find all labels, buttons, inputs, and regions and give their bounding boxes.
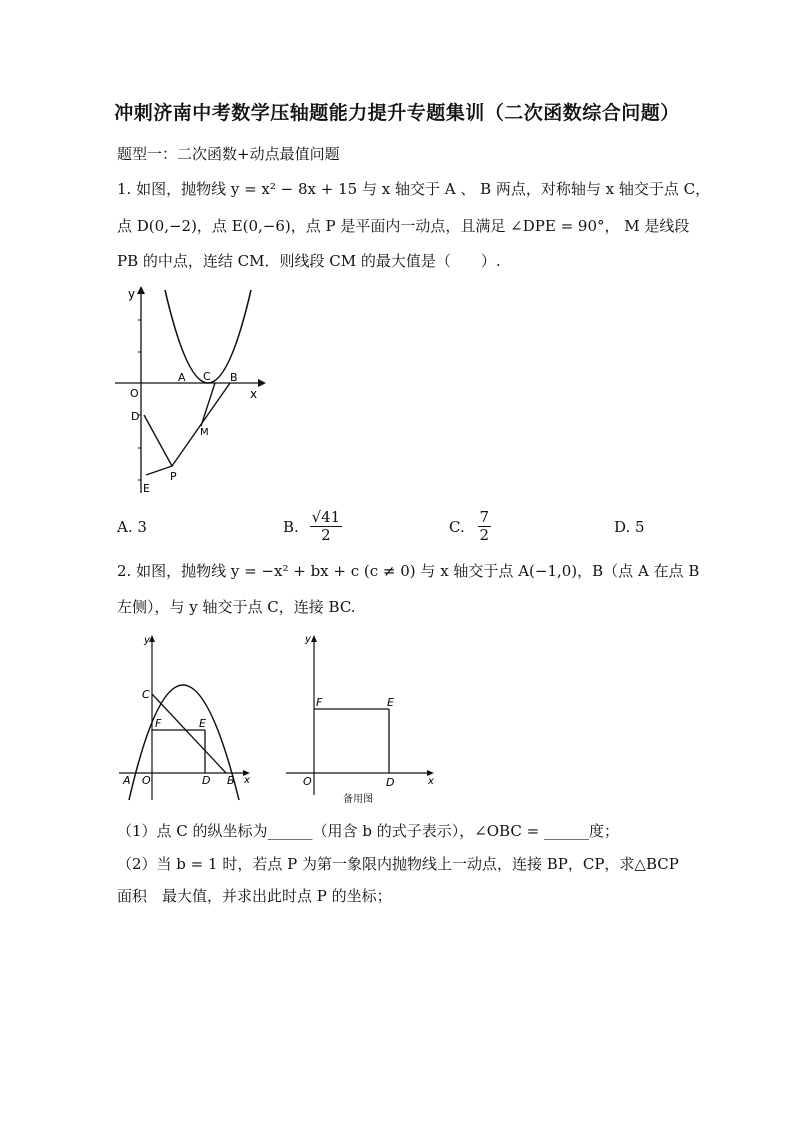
q1-segment-CM xyxy=(201,383,215,426)
q1-label-O: O xyxy=(130,387,139,400)
q2-label-C: C xyxy=(142,688,150,701)
q1-option-b-prefix: B. xyxy=(283,517,299,536)
q2-figure-main xyxy=(115,630,255,802)
q1-option-b-denominator: 2 xyxy=(321,526,331,545)
q1-option-b-fraction xyxy=(310,509,343,545)
page-title: 冲刺济南中考数学压轴题能力提升专题集训（二次函数综合问题） xyxy=(114,102,680,124)
q2b-label-D: D xyxy=(386,776,395,789)
q2b-label-y: y xyxy=(305,634,311,645)
q2b-label-O: O xyxy=(303,775,312,788)
q2-text-line2: 左侧），与 y 轴交于点 C，连接 BC. xyxy=(117,598,356,616)
q1-label-P: P xyxy=(170,470,177,483)
q2b-label-F: F xyxy=(316,696,323,709)
q2-label-D: D xyxy=(202,774,211,787)
q2-figure-backup xyxy=(283,630,443,810)
q2-line-BC xyxy=(152,694,226,773)
q1-option-b xyxy=(283,509,342,545)
q1-text-line2: 点 D(0,−2)，点 E(0,−6)，点 P 是平面内一动点，且满足 ∠DPE = 90°， M 是线段 xyxy=(117,217,690,235)
q1-option-d: D. 5 xyxy=(614,518,645,536)
q1-label-x: x xyxy=(250,387,258,401)
q2-label-y: y xyxy=(144,635,150,646)
q1-label-D: D xyxy=(131,410,140,423)
q1-label-M: M xyxy=(200,427,209,438)
q2-sub2-line2: 面积 最大值，并求出此时点 P 的坐标； xyxy=(117,887,392,905)
q1-option-b-numerator: √41 xyxy=(311,508,341,526)
q2-label-O: O xyxy=(142,774,151,787)
q1-option-c-fraction xyxy=(478,509,492,545)
q1-option-c-prefix: C. xyxy=(449,517,465,536)
q1-label-y: y xyxy=(128,287,136,301)
q1-option-c-numerator: 7 xyxy=(479,508,490,526)
q2b-label-E: E xyxy=(387,696,394,709)
q1-option-a: A. 3 xyxy=(117,518,147,536)
q2-label-x: x xyxy=(244,775,250,786)
q2b-label-x: x xyxy=(428,776,434,787)
q2b-y-arrow-icon xyxy=(311,635,317,642)
q1-label-C: C xyxy=(203,370,211,383)
q1-label-E: E xyxy=(143,482,150,495)
q1-option-c xyxy=(449,509,491,545)
q1-segment-DPE xyxy=(144,415,172,475)
q2-label-A: A xyxy=(123,774,131,787)
q2-label-E: E xyxy=(199,717,206,730)
q2b-caption: 备用图 xyxy=(343,794,373,805)
q2-text-line1: 2. 如图，抛物线 y = −x² + bx + c (c ≠ 0) 与 x 轴交于点 A(−1,0)，B（点 A 在点 B xyxy=(117,562,700,580)
q1-option-c-denominator: 2 xyxy=(479,526,490,545)
q1-text-line1: 1. 如图，抛物线 y = x² − 8x + 15 与 x 轴交于 A 、 B 两点，对称轴与 x 轴交于点 C， xyxy=(117,180,711,198)
q1-label-B: B xyxy=(230,371,238,384)
q2-label-B: B xyxy=(227,774,235,787)
q2-label-F: F xyxy=(155,717,162,730)
q2-sub1: （1）点 C 的纵坐标为______（用含 b 的式子表示），∠OBC = ______度； xyxy=(117,822,619,840)
q1-label-A: A xyxy=(178,371,186,384)
q1-figure xyxy=(110,280,270,500)
section-heading: 题型一：二次函数+动点最值问题 xyxy=(117,145,340,163)
q1-text-line3: PB 的中点，连结 CM．则线段 CM 的最大值是（ ）. xyxy=(117,252,501,270)
q1-x-arrow-icon xyxy=(258,379,266,387)
q2-sub2-line1: （2）当 b = 1 时，若点 P 为第一象限内抛物线上一动点，连接 BP，CP，求△BCP xyxy=(117,855,679,873)
q1-y-arrow-icon xyxy=(137,286,145,294)
